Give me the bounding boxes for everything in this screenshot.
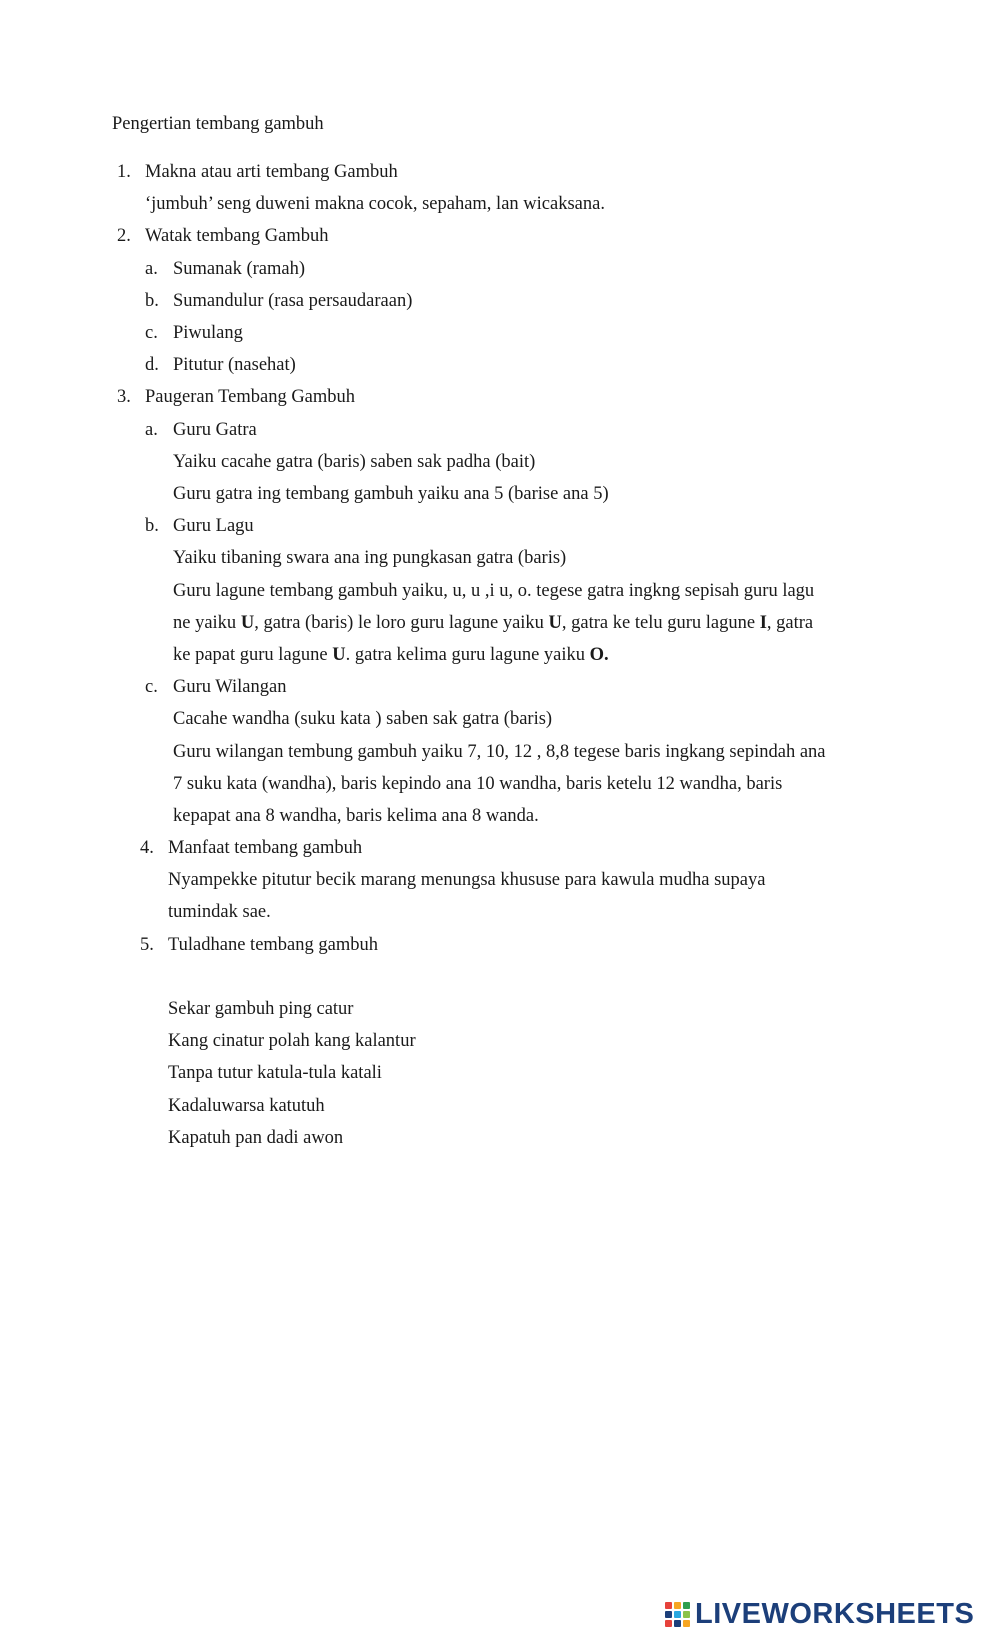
- guru-wilangan-letter: c.: [145, 677, 158, 697]
- logo-text: LIVEWORKSHEETS: [695, 1597, 975, 1630]
- guru-lagu-letter: b.: [145, 516, 159, 536]
- section-2-item-text: Piwulang: [173, 323, 243, 343]
- document-title: Pengertian tembang gambuh: [112, 114, 324, 134]
- section-1-number: 1.: [117, 162, 131, 182]
- section-1-text: ‘jumbuh’ seng duweni makna cocok, sepaham, lan wicaksana.: [145, 194, 605, 214]
- poem-line: Sekar gambuh ping catur: [168, 999, 354, 1019]
- guru-gatra-title: Guru Gatra: [173, 420, 257, 440]
- section-2-number: 2.: [117, 226, 131, 246]
- poem-line: Tanpa tutur katula-tula katali: [168, 1063, 382, 1083]
- section-2-item-letter: b.: [145, 291, 159, 311]
- section-3-number: 3.: [117, 387, 131, 407]
- section-3-heading: Paugeran Tembang Gambuh: [145, 387, 356, 407]
- section-4-heading: Manfaat tembang gambuh: [168, 838, 363, 858]
- guru-lagu-line: Guru lagune tembang gambuh yaiku, u, u ,i u, o. tegese gatra ingkng sepisah guru lagu: [173, 581, 815, 601]
- guru-wilangan-line: Cacahe wandha (suku kata ) saben sak gatra (baris): [173, 709, 553, 729]
- section-5-number: 5.: [140, 935, 154, 955]
- section-2-item-text: Sumandulur (rasa persaudaraan): [173, 291, 413, 311]
- guru-wilangan-line: kepapat ana 8 wandha, baris kelima ana 8 wanda.: [173, 806, 539, 826]
- section-2-item-text: Sumanak (ramah): [173, 259, 306, 279]
- guru-lagu-title: Guru Lagu: [173, 516, 254, 536]
- logo-icon: [665, 1602, 690, 1627]
- section-2-item-letter: a.: [145, 259, 158, 279]
- guru-wilangan-title: Guru Wilangan: [173, 677, 287, 697]
- poem-line: Kapatuh pan dadi awon: [168, 1128, 344, 1148]
- section-2-item-letter: c.: [145, 323, 158, 343]
- guru-lagu-line: Yaiku tibaning swara ana ing pungkasan gatra (baris): [173, 548, 567, 568]
- guru-wilangan-line: Guru wilangan tembung gambuh yaiku 7, 10, 12 , 8,8 tegese baris ingkang sepindah ana: [173, 742, 826, 762]
- guru-gatra-line: Yaiku cacahe gatra (baris) saben sak padha (bait): [173, 452, 536, 472]
- guru-lagu-line: ne yaiku U, gatra (baris) le loro guru lagune yaiku U, gatra ke telu guru lagune I, gatra: [173, 613, 814, 633]
- section-4-line: Nyampekke pitutur becik marang menungsa khususe para kawula mudha supaya: [168, 870, 766, 890]
- section-5-heading: Tuladhane tembang gambuh: [168, 935, 378, 955]
- poem-line: Kang cinatur polah kang kalantur: [168, 1031, 416, 1051]
- guru-gatra-line: Guru gatra ing tembang gambuh yaiku ana 5 (barise ana 5): [173, 484, 609, 504]
- guru-wilangan-line: 7 suku kata (wandha), baris kepindo ana 10 wandha, baris ketelu 12 wandha, baris: [173, 774, 783, 794]
- section-2-item-letter: d.: [145, 355, 159, 375]
- poem-line: Kadaluwarsa katutuh: [168, 1096, 325, 1116]
- section-4-line: tumindak sae.: [168, 902, 271, 922]
- section-2-item-text: Pitutur (nasehat): [173, 355, 296, 375]
- section-2-heading: Watak tembang Gambuh: [145, 226, 329, 246]
- section-4-number: 4.: [140, 838, 154, 858]
- liveworksheets-logo: [665, 1596, 974, 1632]
- guru-lagu-line: ke papat guru lagune U. gatra kelima guru lagune yaiku O.: [173, 645, 609, 665]
- section-1-heading: Makna atau arti tembang Gambuh: [145, 162, 398, 182]
- guru-gatra-letter: a.: [145, 420, 158, 440]
